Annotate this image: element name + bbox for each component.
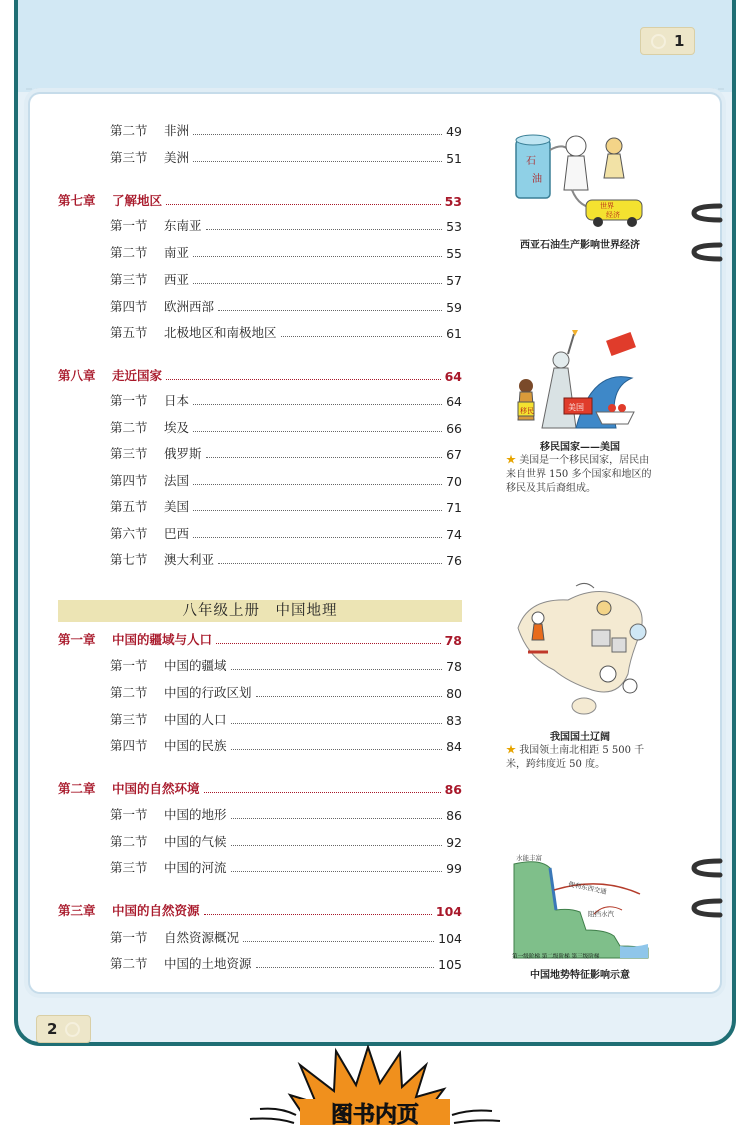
toc-section-row: [58, 683, 462, 701]
toc-title: 西亚: [164, 272, 190, 287]
toc-leader: [204, 914, 432, 915]
toc-page-number: 53: [444, 194, 462, 209]
toc-number: 第一节: [110, 218, 148, 233]
toc-number: 第一节: [110, 393, 148, 408]
binder-ring: [690, 202, 726, 224]
toc-section-row: [58, 858, 462, 876]
toc-number: 第一节: [110, 930, 148, 945]
toc-chapter-row: [58, 191, 462, 209]
binder-ring: [690, 241, 726, 263]
toc-page-number: 86: [446, 808, 462, 823]
toc-number: 第二节: [110, 834, 148, 849]
toc-number: 第一节: [110, 658, 148, 673]
toc-page-number: 74: [446, 527, 462, 542]
toc-leader: [166, 379, 441, 380]
terrain-steps-label: 第一级阶梯 第二级阶梯 第三级阶梯: [512, 954, 600, 960]
toc-leader: [231, 723, 443, 724]
toc-page-number: 53: [446, 219, 462, 234]
toc-number: 第三节: [110, 150, 148, 165]
toc-leader: [204, 792, 441, 793]
toc-leader: [231, 871, 443, 872]
toc-section-row: [58, 444, 462, 462]
top-band: [18, 0, 732, 92]
toc-chapter-row: [58, 366, 462, 384]
toc-page-number: 51: [446, 151, 462, 166]
toc-section-row: [58, 297, 462, 315]
toc-number: 第八章: [58, 368, 96, 383]
toc-leader: [206, 457, 443, 458]
toc-leader: [193, 134, 442, 135]
toc-section-row: [58, 954, 462, 972]
terrain-label-top: 水能丰富: [516, 854, 542, 862]
toc-section-row: [58, 270, 462, 288]
toc-page-number: 78: [444, 633, 462, 648]
page-tab-top: [640, 27, 695, 55]
toc-page-number: 59: [446, 300, 462, 315]
toc-title: 俄罗斯: [164, 446, 202, 461]
toc-page-number: 49: [446, 124, 462, 139]
toc-title: 中国的河流: [164, 860, 227, 875]
star-icon: ★: [506, 745, 516, 756]
toc-page-number: 104: [438, 931, 462, 946]
star-icon: ★: [506, 455, 516, 466]
toc-section-row: [58, 148, 462, 166]
toc-page-number: 78: [446, 659, 462, 674]
toc-page-number: 99: [446, 861, 462, 876]
china-territory-illustration: [508, 578, 658, 724]
toc-title: 中国的人口: [164, 712, 227, 727]
toc-page-number: 55: [446, 246, 462, 261]
toc-chapter-row: [58, 901, 462, 919]
oil-economy-illustration: [510, 120, 650, 230]
toc-number: 第三节: [110, 712, 148, 727]
toc-number: 第三节: [110, 860, 148, 875]
usa-caption: 移民国家——美国: [540, 442, 620, 453]
toc-page-number: 64: [444, 369, 462, 384]
toc-title: 中国的地形: [164, 807, 227, 822]
toc-section-row: [58, 243, 462, 261]
toc-number: 第四节: [110, 299, 148, 314]
toc-page-number: 67: [446, 447, 462, 462]
usa-immigrant-illustration: [512, 328, 652, 436]
toc-title: 中国的疆域: [164, 658, 227, 673]
terrain-label-arrow: 便利东西交通: [567, 880, 608, 897]
toc-page-number: 64: [446, 394, 462, 409]
toc-title: 北极地区和南极地区: [164, 325, 277, 340]
page-number-bottom: 2: [47, 1020, 58, 1038]
toc-leader: [193, 256, 442, 257]
usa-note: ★ 美国是一个移民国家，居民由来自世界 150 多个国家和地区的移民及其后裔组成。: [506, 455, 652, 494]
toc-number: 第二节: [110, 685, 148, 700]
toc-section-row: [58, 710, 462, 728]
toc-number: 第七章: [58, 193, 96, 208]
toc-page-number: 61: [446, 326, 462, 341]
toc-title: 澳大利亚: [164, 552, 215, 567]
toc-section-row: [58, 736, 462, 754]
toc-title: 东南亚: [164, 218, 202, 233]
page-badge-icon: [65, 1022, 80, 1037]
terrain-label-small: 阻挡水汽: [588, 910, 614, 918]
toc-leader: [231, 749, 443, 750]
toc-page-number: 105: [438, 957, 462, 972]
toc-page-number: 66: [446, 421, 462, 436]
toc-title: 南亚: [164, 245, 190, 260]
toc-page-number: 57: [446, 273, 462, 288]
toc-section-row: [58, 471, 462, 489]
binder-ring: [690, 857, 726, 879]
toc-title: 巴西: [164, 526, 190, 541]
usa-flag-text: 美国: [568, 403, 584, 412]
toc-page-number: 70: [446, 474, 462, 489]
toc-page-number: 104: [435, 904, 462, 919]
oil-caption: 西亚石油生产影响世界经济: [520, 240, 640, 251]
book-pages-banner: [230, 1045, 520, 1125]
toc-leader: [231, 818, 443, 819]
toc-number: 第三节: [110, 272, 148, 287]
toc-leader: [193, 283, 442, 284]
toc-title: 美国: [164, 499, 190, 514]
toc-number: 第二章: [58, 781, 96, 796]
toc-number: 第三节: [110, 446, 148, 461]
toc-page-number: 71: [446, 500, 462, 515]
toc-page-number: 80: [446, 686, 462, 701]
toc-title: 中国的气候: [164, 834, 227, 849]
toc-title: 非洲: [164, 123, 190, 138]
toc-leader: [256, 696, 443, 697]
toc-number: 第二节: [110, 420, 148, 435]
toc-number: 第五节: [110, 499, 148, 514]
barrel-text-1: 石: [526, 156, 536, 167]
toc-leader: [256, 967, 435, 968]
toc-section-row: [58, 391, 462, 409]
toc-section-row: [58, 805, 462, 823]
toc-leader: [243, 941, 434, 942]
toc-number: 第二节: [110, 956, 148, 971]
toc-section-row: [58, 497, 462, 515]
toc-title: 中国的民族: [164, 738, 227, 753]
toc-section-row: [58, 656, 462, 674]
toc-title: 走近国家: [112, 368, 163, 383]
toc-leader: [231, 845, 443, 846]
toc-number: 第一章: [58, 632, 96, 647]
toc-number: 第四节: [110, 473, 148, 488]
toc-page-number: 83: [446, 713, 462, 728]
toc-number: 第六节: [110, 526, 148, 541]
banner-text: 图书内页: [330, 1103, 420, 1125]
toc-section-row: [58, 832, 462, 850]
toc-leader: [206, 229, 443, 230]
toc-section-row: [58, 928, 462, 946]
toc-leader: [218, 563, 442, 564]
toc-section-row: [58, 524, 462, 542]
toc-number: 第五节: [110, 325, 148, 340]
toc-number: 第二节: [110, 245, 148, 260]
toc-page-number: 76: [446, 553, 462, 568]
china-caption: 我国国土辽阔: [550, 732, 610, 743]
toc-chapter-row: [58, 630, 462, 648]
toc-title: 中国的自然环境: [112, 781, 200, 796]
toc-section-row: [58, 323, 462, 341]
toc-number: 第一节: [110, 807, 148, 822]
car-text-1: 世界: [600, 202, 614, 210]
toc-number: 第三章: [58, 903, 96, 918]
grade-heading: 八年级上册 中国地理: [58, 600, 462, 622]
toc-title: 了解地区: [112, 193, 163, 208]
toc-page-number: 86: [444, 782, 462, 797]
toc-title: 中国的自然资源: [112, 903, 200, 918]
toc-leader: [193, 510, 442, 511]
toc-leader: [218, 310, 442, 311]
toc-section-row: [58, 216, 462, 234]
toc-leader: [193, 537, 442, 538]
toc-page-number: 84: [446, 739, 462, 754]
toc-title: 自然资源概况: [164, 930, 240, 945]
car-text-2: 经济: [606, 211, 620, 219]
terrain-caption: 中国地势特征影响示意: [530, 970, 630, 981]
page-tab-bottom: [36, 1015, 91, 1043]
toc-title: 法国: [164, 473, 190, 488]
toc-leader: [281, 336, 443, 337]
terrain-steps-illustration: [510, 850, 652, 962]
toc-leader: [193, 431, 442, 432]
toc-title: 中国的疆域与人口: [112, 632, 213, 647]
toc-leader: [216, 643, 441, 644]
binder-ring: [690, 897, 726, 919]
toc-title: 欧洲西部: [164, 299, 215, 314]
barrel-text-2: 油: [532, 174, 542, 185]
toc-title: 埃及: [164, 420, 190, 435]
toc-chapter-row: [58, 779, 462, 797]
toc-leader: [193, 161, 442, 162]
toc-leader: [193, 404, 442, 405]
toc-page-number: 92: [446, 835, 462, 850]
toc-title: 美洲: [164, 150, 190, 165]
toc-leader: [231, 669, 443, 670]
toc-title: 中国的行政区划: [164, 685, 252, 700]
page-badge-icon: [651, 34, 666, 49]
toc-title: 中国的土地资源: [164, 956, 252, 971]
toc-leader: [166, 204, 441, 205]
toc-number: 第四节: [110, 738, 148, 753]
toc-section-row: [58, 121, 462, 139]
toc-number: 第二节: [110, 123, 148, 138]
usa-sign-text: 移民: [520, 407, 534, 415]
toc-leader: [193, 484, 442, 485]
toc-number: 第七节: [110, 552, 148, 567]
toc-title: 日本: [164, 393, 190, 408]
page-number-top: 1: [674, 32, 685, 50]
toc-section-row: [58, 418, 462, 436]
china-note: ★ 我国领土南北相距 5 500 千米，跨纬度近 50 度。: [506, 745, 645, 770]
toc-section-row: [58, 550, 462, 568]
